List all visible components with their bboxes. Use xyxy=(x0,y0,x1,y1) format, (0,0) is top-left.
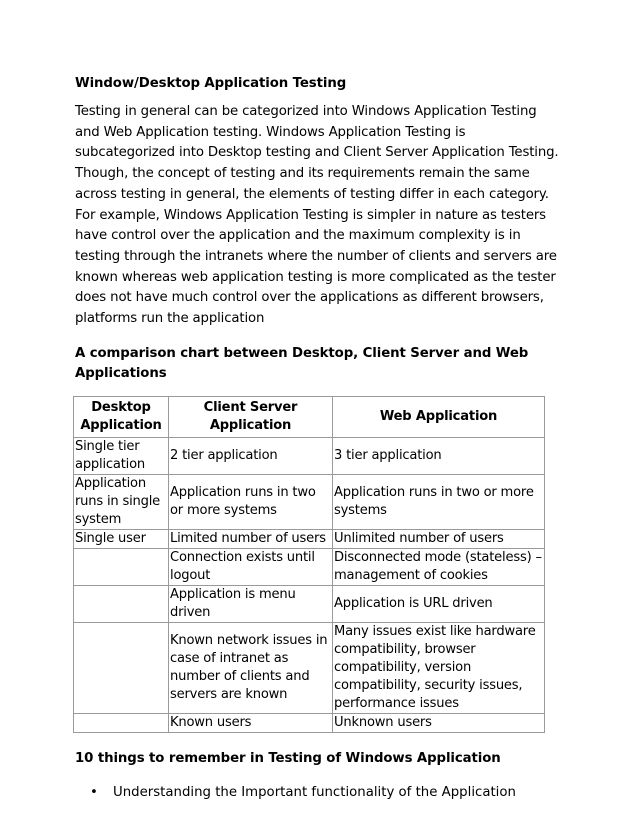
body-paragraph: Testing in general can be categorized into Windows Application Testing and Web Application testing. Windows Application Testing is subcategorized into Desktop testing and Client Server Application Testing. Though, the concept of testing and its requirements remain the same across testing in general, the elements of testing differ in each category. xyxy=(75,104,559,202)
table-cell: Application runs in two or more systems xyxy=(169,474,333,529)
table-cell: 2 tier application xyxy=(169,437,333,474)
list-item xyxy=(75,783,560,803)
table-header-client-server: Client Server Application xyxy=(169,396,333,437)
table-row xyxy=(74,474,545,529)
table-header-web: Web Application xyxy=(333,396,545,437)
table-cell: Known users xyxy=(169,713,333,732)
table-cell: Single user xyxy=(74,529,169,548)
bullet-icon: • xyxy=(90,784,98,800)
table-cell xyxy=(74,713,169,732)
table-cell: Connection exists until logout xyxy=(169,548,333,585)
table-cell: Limited number of users xyxy=(169,529,333,548)
section-heading: Window/Desktop Application Testing xyxy=(75,76,347,91)
table-cell: Application is menu driven xyxy=(169,585,333,622)
table-cell: Unknown users xyxy=(333,713,545,732)
table-cell: Application runs in two or more systems xyxy=(333,474,545,529)
table-row xyxy=(74,437,545,474)
table-cell: Application runs in single system xyxy=(74,474,169,529)
table-header-row xyxy=(74,396,545,437)
table-row xyxy=(74,548,545,585)
table-row xyxy=(74,622,545,713)
table-row xyxy=(74,713,545,732)
table-cell xyxy=(74,548,169,585)
things-to-remember-heading: 10 things to remember in Testing of Windows Application xyxy=(75,750,501,766)
table-cell: Known network issues in case of intranet as number of clients and servers are known xyxy=(169,622,333,713)
table-row xyxy=(74,529,545,548)
table-cell: 3 tier application xyxy=(333,437,545,474)
bullet-list xyxy=(75,783,560,803)
table-cell: Many issues exist like hardware compatibility, browser compatibility, version compatibility, security issues, performance issues xyxy=(333,622,545,713)
document-page xyxy=(75,74,560,803)
table-header-desktop: Desktop Application xyxy=(74,396,169,437)
table-cell: Application is URL driven xyxy=(333,585,545,622)
table-cell: Single tier application xyxy=(74,437,169,474)
table-cell: Unlimited number of users xyxy=(333,529,545,548)
body-paragraph: For example, Windows Application Testing is simpler in nature as testers have control over the application and the maximum complexity is in testing through the intranets where the number of clients and servers are known whereas web application testing is more complicated as the tester does not have much control over the applications as different browsers, platforms run the application xyxy=(75,207,557,327)
comparison-heading: A comparison chart between Desktop, Client Server and Web Applications xyxy=(75,345,529,381)
table-cell xyxy=(74,585,169,622)
table-cell xyxy=(74,622,169,713)
list-item-text: Understanding the Important functionality of the Application xyxy=(113,784,516,800)
comparison-table xyxy=(73,396,545,733)
table-row xyxy=(74,585,545,622)
table-cell: Disconnected mode (stateless) – management of cookies xyxy=(333,548,545,585)
